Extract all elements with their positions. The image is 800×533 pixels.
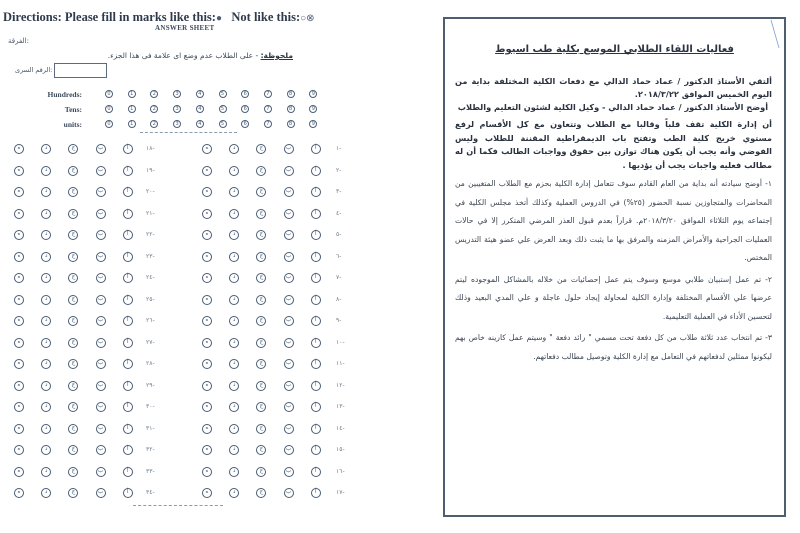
digit-row [0,89,420,101]
item-paragraph: ١- أوضح سيادته أنه بداية من العام القادم سوف تتعامل إدارة الكلية بحزم مع الطلاب المتغيبين من المحاضرات والمتجاوزين نسبة الحضور (٢٥%) في الدروس العملية وكذلك أتخذ مجلس الكلية في إجتماعه يوم الثلاثاء الموافق ٢٠١٨/٣/٢٠م. قراراً بعدم قبول العذر المرضي المتكرر إلا في حالات العمليات الجراحية والأمراض المزمنه والمرفق بها ما يثبت ذلك وبعد العرض علي عضو هيئة التدريس المختص. [455,179,772,262]
choice-bubble[interactable]: ب [96,295,106,305]
choice-bubble[interactable]: ب [284,187,294,197]
choice-bubble[interactable]: ب [284,402,294,412]
choice-bubble[interactable]: أ [123,166,133,176]
choice-bubble[interactable]: ب [96,252,106,262]
choice-bubble[interactable]: أ [311,359,321,369]
question-number: -١٩ [146,166,155,174]
choice-bubble[interactable]: ج [256,445,266,455]
choice-bubble[interactable]: أ [311,381,321,391]
choice-bubble[interactable]: ه [202,424,212,434]
question-number: -١٣ [336,403,345,410]
question-row [0,209,400,221]
divider-top [140,132,237,133]
digit-bubble[interactable]: 5 [219,105,227,113]
question-row [0,467,400,479]
choice-bubble[interactable]: د [41,295,51,305]
choice-bubble[interactable]: أ [123,445,133,455]
question-number: -٢٧ [146,338,155,346]
question-number: -١٢ [336,381,345,389]
choice-bubble[interactable]: ب [96,424,106,434]
choice-bubble[interactable]: ب [96,273,106,283]
secret-number-label: :الرقم السرى [15,66,53,74]
choice-bubble[interactable]: أ [311,467,321,477]
choice-bubble[interactable]: د [41,424,51,434]
choice-bubble[interactable]: د [229,316,239,326]
question-row [0,230,400,242]
digit-bubble[interactable]: 9 [309,105,317,113]
digit-row-label: Tens: [64,105,82,114]
choice-bubble[interactable]: ج [68,144,78,154]
question-number: -٢٥ [146,295,155,303]
choice-bubble[interactable]: أ [123,144,133,154]
choice-bubble[interactable]: ج [256,488,266,498]
choice-bubble[interactable]: أ [123,316,133,326]
digit-bubble[interactable]: 8 [287,90,295,98]
choice-bubble[interactable]: ج [256,381,266,391]
choice-bubble[interactable]: ه [14,230,24,240]
question-number: -٢٤ [146,274,155,281]
choice-bubble[interactable]: ب [284,252,294,262]
choice-bubble[interactable]: ج [68,295,78,305]
choice-bubble[interactable]: ه [14,144,24,154]
digit-bubble[interactable]: 6 [241,120,249,128]
choice-bubble[interactable]: د [41,445,51,455]
choice-bubble[interactable]: ج [68,445,78,455]
choice-bubble[interactable]: ه [14,402,24,412]
choice-bubble[interactable]: أ [123,488,133,498]
question-number: -٢٩ [146,381,155,389]
choice-bubble[interactable]: د [41,273,51,283]
choice-bubble[interactable]: د [229,209,239,219]
choice-bubble[interactable]: ب [284,209,294,219]
question-row [0,424,400,436]
choice-bubble[interactable]: ب [96,187,106,197]
choice-bubble[interactable]: ه [14,166,24,176]
choice-bubble[interactable]: ب [284,381,294,391]
digit-bubble[interactable]: 8 [287,120,295,128]
choice-bubble[interactable]: ب [96,144,106,154]
choice-bubble[interactable]: ب [284,359,294,369]
question-number: -٧ [336,274,342,281]
choice-bubble[interactable]: د [229,295,239,305]
question-number: -٨ [336,295,342,303]
choice-bubble[interactable]: أ [123,209,133,219]
choice-bubble[interactable]: ج [68,252,78,262]
question-row [0,359,400,371]
choice-bubble[interactable]: أ [123,402,133,412]
choice-bubble[interactable]: ج [68,316,78,326]
secret-number-field[interactable] [54,63,107,78]
digit-bubble[interactable]: 6 [241,90,249,98]
choice-bubble[interactable]: أ [311,402,321,412]
choice-bubble[interactable]: د [229,187,239,197]
choice-bubble[interactable]: ج [256,230,266,240]
choice-bubble[interactable]: ب [96,467,106,477]
choice-bubble[interactable]: د [41,252,51,262]
digit-bubble[interactable]: 1 [128,105,136,113]
choice-bubble[interactable]: ج [256,402,266,412]
choice-bubble[interactable]: ه [14,187,24,197]
choice-bubble[interactable]: أ [123,338,133,348]
choice-bubble[interactable]: ج [256,166,266,176]
choice-bubble[interactable]: أ [311,338,321,348]
choice-bubble[interactable]: د [229,488,239,498]
choice-bubble[interactable]: ب [96,488,106,498]
choice-bubble[interactable]: أ [311,187,321,197]
choice-bubble[interactable]: ب [284,488,294,498]
choice-bubble[interactable]: ه [202,187,212,197]
question-number: -٢٢ [146,231,155,238]
choice-bubble[interactable]: ه [202,402,212,412]
digit-row-label: Hundreds: [47,90,82,99]
intro-paragraph: ألتقي الأستاذ الدكتور / عماد حماد الدالي مع دفعات الكلية المختلفة بداية من اليوم الخميس الموافق ٢٠١٨/٣/٢٢. [455,76,772,99]
choice-bubble[interactable]: ه [14,424,24,434]
choice-bubble[interactable]: ه [202,467,212,477]
choice-bubble[interactable]: ب [284,166,294,176]
choice-bubble[interactable]: ه [202,338,212,348]
choice-bubble[interactable]: أ [123,381,133,391]
choice-bubble[interactable]: د [41,144,51,154]
question-number: -١ [336,145,342,152]
choice-bubble[interactable]: ه [14,209,24,219]
choice-bubble[interactable]: د [41,338,51,348]
choice-bubble[interactable]: د [229,230,239,240]
question-number: -١٦ [336,467,345,475]
choice-bubble[interactable]: د [229,424,239,434]
question-row [0,316,400,328]
choice-bubble[interactable]: ج [256,316,266,326]
digit-bubble[interactable]: 7 [264,90,272,98]
answer-sheet-title: ANSWER SHEET [155,24,215,32]
note [108,51,293,60]
choice-bubble[interactable]: ج [256,338,266,348]
choice-bubble[interactable]: ج [68,488,78,498]
question-row [0,338,400,350]
choice-bubble[interactable]: أ [311,230,321,240]
choice-bubble[interactable]: ج [256,467,266,477]
vice-dean-paragraph: أوضح الأستاذ الدكتور / عماد حماد الدالي - وكيل الكلية لشئون التعليم والطلاب [457,102,768,112]
choice-bubble[interactable]: د [41,488,51,498]
question-number: -١٤ [336,424,345,432]
choice-bubble[interactable]: ج [256,209,266,219]
digit-bubble[interactable]: 0 [105,120,113,128]
choice-bubble[interactable]: أ [123,424,133,434]
question-row [0,295,400,307]
digit-bubble[interactable]: 7 [264,120,272,128]
class-label: :الفرقة [8,37,29,45]
choice-bubble[interactable]: ب [96,359,106,369]
choice-bubble[interactable]: ه [14,273,24,283]
choice-bubble[interactable]: ب [284,467,294,477]
choice-bubble[interactable]: ب [284,338,294,348]
choice-bubble[interactable]: أ [311,295,321,305]
note-text: - على الطلاب عدم وضع اى علامة فى هذا الجزء. [107,51,261,60]
choice-bubble[interactable]: ج [256,252,266,262]
question-row [0,166,400,178]
question-row [0,252,400,264]
choice-bubble[interactable]: ج [68,187,78,197]
digit-bubble[interactable]: 2 [150,120,158,128]
wrong-mark-examples: ○⊗ [300,13,315,24]
question-number: -١٨ [146,145,155,152]
choice-bubble[interactable]: أ [311,424,321,434]
not-like-text: Not like this: [231,10,301,24]
digit-row-label: units: [63,120,82,129]
question-number: -٣١ [146,424,155,432]
digit-row [0,104,420,116]
question-number: -٢٣ [146,252,155,260]
choice-bubble[interactable]: ه [202,445,212,455]
choice-bubble[interactable]: أ [311,144,321,154]
choice-bubble[interactable]: د [229,402,239,412]
choice-bubble[interactable]: ه [202,230,212,240]
question-row [0,381,400,393]
choice-bubble[interactable]: ه [14,252,24,262]
choice-bubble[interactable]: ج [256,295,266,305]
question-number: -٣ [336,188,342,195]
choice-bubble[interactable]: أ [123,230,133,240]
choice-bubble[interactable]: أ [311,209,321,219]
choice-bubble[interactable]: ه [14,359,24,369]
choice-bubble[interactable]: د [41,166,51,176]
choice-bubble[interactable]: ه [14,445,24,455]
question-row [0,488,400,500]
digit-bubble[interactable]: 8 [287,105,295,113]
choice-bubble[interactable]: أ [311,445,321,455]
question-row [0,187,400,199]
choice-bubble[interactable]: ه [202,316,212,326]
digit-bubble[interactable]: 9 [309,120,317,128]
choice-bubble[interactable]: د [41,359,51,369]
question-number: -١٧ [336,489,345,496]
choice-bubble[interactable]: ب [284,445,294,455]
choice-bubble[interactable]: ه [14,316,24,326]
choice-bubble[interactable]: أ [123,273,133,283]
choice-bubble[interactable]: د [41,230,51,240]
choice-bubble[interactable]: ه [202,295,212,305]
digit-bubble[interactable]: 7 [264,105,272,113]
choice-bubble[interactable]: ج [68,230,78,240]
choice-bubble[interactable]: د [229,252,239,262]
digit-bubble[interactable]: 5 [219,120,227,128]
choice-bubble[interactable]: ه [202,381,212,391]
digit-bubble[interactable]: 9 [309,90,317,98]
document-body [455,75,772,366]
choice-bubble[interactable]: ه [14,488,24,498]
choice-bubble[interactable]: ج [68,273,78,283]
choice-bubble[interactable]: ه [202,273,212,283]
question-number: -٢٠ [146,188,155,195]
directions-line [3,10,315,25]
choice-bubble[interactable]: ه [14,467,24,477]
question-number: -٥ [336,231,342,238]
question-number: -٣٢ [146,446,155,453]
choice-bubble[interactable]: د [41,187,51,197]
choice-bubble[interactable]: د [229,359,239,369]
choice-bubble[interactable]: ب [96,316,106,326]
digit-bubble[interactable]: 4 [196,120,204,128]
question-number: -١٥ [336,446,345,453]
digit-bubble[interactable]: 3 [173,120,181,128]
choice-bubble[interactable]: د [41,209,51,219]
choice-bubble[interactable]: ب [284,424,294,434]
choice-bubble[interactable]: ج [68,166,78,176]
choice-bubble[interactable]: د [229,445,239,455]
question-row [0,144,400,156]
choice-bubble[interactable]: ه [202,209,212,219]
choice-bubble[interactable]: أ [123,295,133,305]
choice-bubble[interactable]: د [229,273,239,283]
digit-bubble[interactable]: 2 [150,90,158,98]
choice-bubble[interactable]: ج [68,359,78,369]
digit-bubble[interactable]: 0 [105,90,113,98]
digit-bubble[interactable]: 4 [196,90,204,98]
choice-bubble[interactable]: ب [96,209,106,219]
digit-bubble[interactable]: 0 [105,105,113,113]
choice-bubble[interactable]: أ [123,187,133,197]
choice-bubble[interactable]: ب [284,295,294,305]
digit-bubble[interactable]: 3 [173,90,181,98]
choice-bubble[interactable]: د [41,467,51,477]
digit-bubble[interactable]: 1 [128,90,136,98]
question-number: -٢ [336,166,342,174]
question-number: -٦ [336,252,342,260]
choice-bubble[interactable]: أ [123,467,133,477]
choice-bubble[interactable]: ب [96,230,106,240]
choice-bubble[interactable]: د [41,402,51,412]
choice-bubble[interactable]: د [229,467,239,477]
choice-bubble[interactable]: أ [311,273,321,283]
choice-bubble[interactable]: ب [284,230,294,240]
choice-bubble[interactable]: ج [68,338,78,348]
choice-bubble[interactable]: أ [123,359,133,369]
choice-bubble[interactable]: ب [96,445,106,455]
choice-bubble[interactable]: ه [202,359,212,369]
digit-bubble[interactable]: 6 [241,105,249,113]
choice-bubble[interactable]: د [41,316,51,326]
choice-bubble[interactable]: د [229,166,239,176]
choice-bubble[interactable]: ج [256,144,266,154]
choice-bubble[interactable]: ب [284,144,294,154]
question-number: -٢٨ [146,360,155,367]
choice-bubble[interactable]: د [229,338,239,348]
policy-paragraph: أن إدارة الكلية تقف قلباً وقالبا مع الطلاب وتتعاون مع كل الأقسام لرفع مستوي خريج كلية الطب وتفتح باب الديمقراطية المقننة للطلاب وليس الفوضي وأنه يجب أن يكون هناك توازن بين حقوق وواجبات الطالب فكما أن له مطالب فعليه واجبات يجب أن يؤديها . [455,119,772,170]
choice-bubble[interactable]: ج [256,424,266,434]
question-number: -١١ [336,360,345,367]
choice-bubble[interactable]: ج [256,273,266,283]
choice-bubble[interactable]: ه [202,144,212,154]
choice-bubble[interactable]: ب [284,273,294,283]
question-number: -٣٣ [146,467,155,475]
choice-bubble[interactable]: ب [284,316,294,326]
filled-mark-example: ● [215,13,222,24]
choice-bubble[interactable]: ب [96,166,106,176]
choice-bubble[interactable]: د [41,381,51,391]
choice-bubble[interactable]: د [229,381,239,391]
choice-bubble[interactable]: أ [311,316,321,326]
question-number: -٢١ [146,209,155,217]
item-paragraph: ٣- تم انتخاب عدد ثلاثة طلاب من كل دفعة تحت مسمي " رائد دفعة " وسيتم عمل كارينه خاص بهم ليكونوا ممثلين لدفعاتهم في التعامل مع إدارة الكلية وتوصيل مطالب دفعاتهم. [455,333,772,361]
question-row [0,445,400,457]
item-paragraph: ٢- تم عمل إستبيان طلابي موسع وسوف يتم عمل إحصائيات من خلاله بالمشاكل الموجوده ليتم عرضها علي الأقسام المختلفة وإدارة الكلية لمحاولة إيجاد حلول عاجلة و علي المدي البعيد وذلك لتحسين الأداء في العملية التعليمية. [455,274,772,321]
divider-bottom [133,505,223,506]
choice-bubble[interactable]: أ [311,488,321,498]
digit-bubble[interactable]: 4 [196,105,204,113]
choice-bubble[interactable]: د [229,144,239,154]
choice-bubble[interactable]: ه [14,381,24,391]
directions-text: Directions: Please fill in marks like this: [3,10,216,24]
choice-bubble[interactable]: ه [202,166,212,176]
document-title: فعاليات اللقاء الطلابي الموسع بكلية طب اسيوط [495,44,734,55]
choice-bubble[interactable]: ه [202,488,212,498]
digit-row [0,119,420,131]
choice-bubble[interactable]: ج [68,467,78,477]
choice-bubble[interactable]: أ [311,252,321,262]
choice-bubble[interactable]: ه [14,295,24,305]
question-number: -٤ [336,209,342,217]
choice-bubble[interactable]: ج [68,424,78,434]
question-row [0,402,400,414]
question-number: -١٠ [336,338,345,346]
choice-bubble[interactable]: ه [202,252,212,262]
choice-bubble[interactable]: ج [256,359,266,369]
question-number: -٣٤ [146,489,155,496]
choice-bubble[interactable]: ه [14,338,24,348]
question-number: -٢٦ [146,317,155,324]
choice-bubble[interactable]: ب [96,381,106,391]
choice-bubble[interactable]: ب [96,402,106,412]
question-number: -٣٠ [146,403,155,410]
choice-bubble[interactable]: ب [96,338,106,348]
question-number: -٩ [336,317,342,324]
choice-bubble[interactable]: ج [68,402,78,412]
digit-bubble[interactable]: 1 [128,120,136,128]
announcement-document [443,17,786,517]
digit-bubble[interactable]: 5 [219,90,227,98]
choice-bubble[interactable]: ج [68,209,78,219]
note-heading: ملحوظة: [260,51,293,60]
digit-bubble[interactable]: 2 [150,105,158,113]
choice-bubble[interactable]: أ [311,166,321,176]
choice-bubble[interactable]: ج [256,187,266,197]
digit-bubble[interactable]: 3 [173,105,181,113]
choice-bubble[interactable]: أ [123,252,133,262]
question-row [0,273,400,285]
choice-bubble[interactable]: ج [68,381,78,391]
